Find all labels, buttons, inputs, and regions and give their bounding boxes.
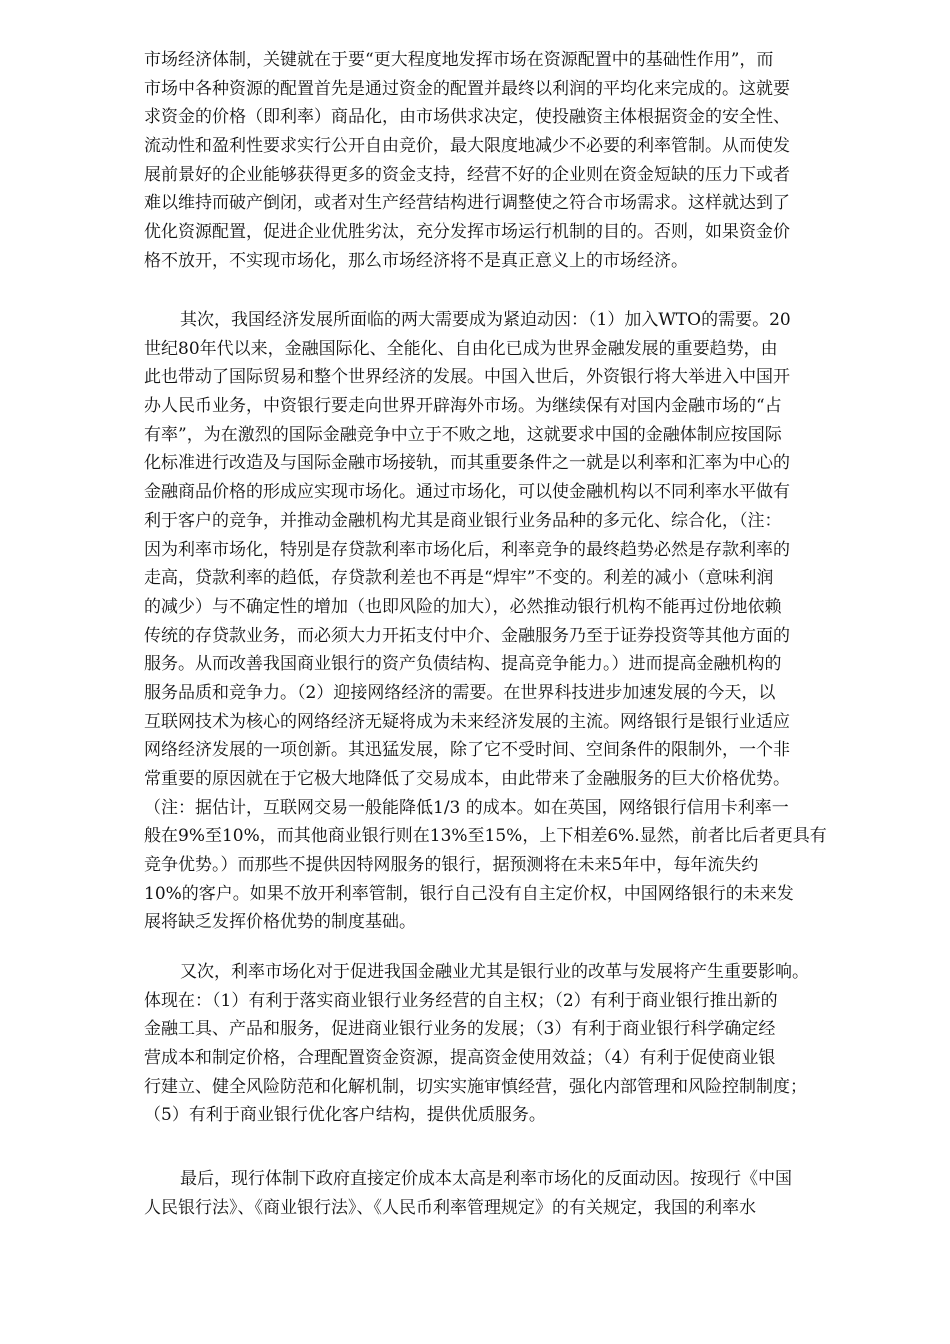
paragraph-line: 最后，现行体制下政府直接定价成本太高是利率市场化的反面动因。按现行《中国 (180, 1169, 792, 1189)
paragraph-line: 展前景好的企业能够获得更多的资金支持，经营不好的企业则在资金短缺的压力下或者 (144, 164, 790, 185)
paragraph-4 (144, 1165, 880, 1222)
paragraph-2 (144, 306, 880, 937)
paragraph-1 (144, 46, 880, 276)
paragraph-line: 常重要的原因就在于它极大地降低了交易成本，由此带来了金融服务的巨大价格优势。 (144, 769, 790, 789)
paragraph-line: 格不放开，不实现市场化，那么市场经济将不是真正意义上的市场经济。 (144, 250, 688, 271)
paragraph-line: 金融商品价格的形成应实现市场化。通过市场化，可以使金融机构以不同利率水平做有 (144, 482, 790, 503)
paragraph-line: 般在9%至10%，而其他商业银行则在13%至15%，上下相差6%.显然，前者比后者更具有 (144, 826, 827, 847)
paragraph-line: 难以维持而破产倒闭，或者对生产经营结构进行调整使之符合市场需求。这样就达到了 (144, 193, 790, 214)
paragraph-line: 化标准进行改造及与国际金融市场接轨，而其重要条件之一就是以利率和汇率为中心的 (144, 453, 790, 474)
paragraph-line: 走高，贷款利率的趋低，存贷款利差也不再是“焊牢”不变的。利差的减小（意味利润 (144, 568, 774, 589)
paragraph-3 (144, 958, 880, 1130)
paragraph-line: （注：据估计，互联网交易一般能降低1/3 的成本。如在英国，网络银行信用卡利率一 (144, 797, 789, 818)
paragraph-line: 办人民币业务，中资银行要走向世界开辟海外市场。为继续保有对国内金融市场的“占 (144, 396, 782, 417)
paragraph-line: 因为利率市场化，特别是存贷款利率市场化后，利率竞争的最终趋势必然是存款利率的 (144, 539, 790, 560)
paragraph-line: 优化资源配置，促进企业优胜劣汰，充分发挥市场运行机制的目的。否则，如果资金价 (144, 222, 790, 243)
paragraph-line: 服务。从而改善我国商业银行的资产负债结构、提高竞争能力。）进而提高金融机构的 (144, 654, 782, 675)
paragraph-line: 体现在：（1）有利于落实商业银行业务经营的自主权；（2）有利于商业银行推出新的 (144, 990, 778, 1011)
paragraph-line: 市场中各种资源的配置首先是通过资金的配置并最终以利润的平均化来完成的。这就要 (144, 78, 790, 99)
paragraph-line: （5）有利于商业银行优化客户结构，提供优质服务。 (144, 1105, 546, 1126)
paragraph-line: 的减少）与不确定性的增加（也即风险的加大），必然推动银行机构不能再过份地依赖 (144, 596, 782, 617)
paragraph-line: 利于客户的竞争，并推动金融机构尤其是商业银行业务品种的多元化、综合化，（注： (144, 510, 782, 531)
paragraph-line: 竞争优势。）而那些不提供因特网服务的银行，据预测将在未来5年中，每年流失约 (144, 855, 759, 876)
paragraph-line: 互联网技术为核心的网络经济无疑将成为未来经济发展的主流。网络银行是银行业适应 (144, 711, 790, 732)
paragraph-line: 此也带动了国际贸易和整个世界经济的发展。中国入世后，外资银行将大举进入中国开 (144, 367, 790, 388)
paragraph-line: 服务品质和竞争力。（2）迎接网络经济的需要。在世界科技进步加速发展的今天，以 (144, 682, 776, 703)
paragraph-line: 金融工具、产品和服务，促进商业银行业务的发展；（3）有利于商业银行科学确定经 (144, 1019, 776, 1040)
paragraph-line: 10%的客户。如果不放开利率管制，银行自己没有自主定价权，中国网络银行的未来发 (144, 883, 794, 904)
paragraph-line: 又次，利率市场化对于促进我国金融业尤其是银行业的改革与发展将产生重要影响。 (180, 962, 809, 982)
paragraph-line: 市场经济体制，关键就在于要“更大程度地发挥市场在资源配置中的基础性作用”，而 (144, 50, 774, 70)
paragraph-line: 展将缺乏发挥价格优势的制度基础。 (144, 912, 416, 933)
paragraph-line: 人民银行法》、《商业银行法》、《人民币利率管理规定》的有关规定，我国的利率水 (144, 1197, 756, 1218)
paragraph-line: 求资金的价格（即利率）商品化，由市场供求决定，使投融资主体根据资金的安全性、 (144, 107, 790, 128)
paragraph-line: 传统的存贷款业务，而必须大力开拓支付中介、金融服务乃至于证券投资等其他方面的 (144, 625, 790, 646)
paragraph-line: 行建立、健全风险防范和化解机制，切实实施审慎经营，强化内部管理和风险控制制度； (144, 1076, 807, 1097)
paragraph-line: 营成本和制定价格，合理配置资金资源，提高资金使用效益；（4）有利于促使商业银 (144, 1048, 776, 1069)
paragraph-line: 其次，我国经济发展所面临的两大需要成为紧迫动因：（1）加入WTO的需要。20 (180, 310, 791, 330)
paragraph-line: 世纪80年代以来，金融国际化、全能化、自由化已成为世界金融发展的重要趋势，由 (144, 338, 778, 359)
paragraph-line: 有率”，为在激烈的国际金融竞争中立于不败之地，这就要求中国的金融体制应按国际 (144, 424, 782, 445)
paragraph-line: 网络经济发展的一项创新。其迅猛发展，除了它不受时间、空间条件的限制外，一个非 (144, 740, 790, 761)
paragraph-line: 流动性和盈利性要求实行公开自由竞价，最大限度地减少不必要的利率管制。从而使发 (144, 136, 790, 157)
